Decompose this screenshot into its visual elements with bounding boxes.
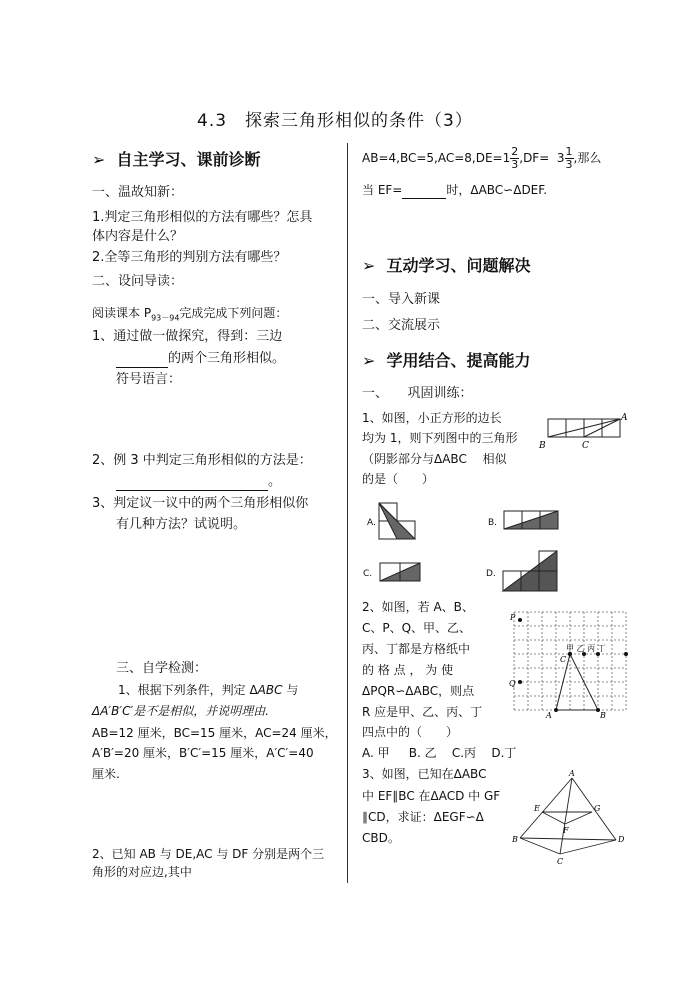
arrow-bullet-icon: ➢ xyxy=(362,256,376,275)
label-a: A xyxy=(621,413,628,423)
arrow-bullet-icon: ➢ xyxy=(92,150,106,169)
import-new-lesson: 一、导入新课 xyxy=(362,292,441,307)
label-g: G xyxy=(594,804,601,813)
label-a: A xyxy=(569,769,575,778)
question-1-line-1: 1.判定三角形相似的方法有哪些？怎具 xyxy=(92,210,313,225)
label-c: C xyxy=(582,441,589,451)
choice-d: D.丁 xyxy=(491,746,517,760)
label-jia-yi-bing-ding: 甲 乙 丙 丁 xyxy=(566,644,606,653)
practice-2-choices xyxy=(362,744,516,762)
label-c: C xyxy=(557,857,564,866)
dotted-grid-figure xyxy=(508,606,632,718)
self-test-1-line-4: A′B′=20 厘米，B′C′=15 厘米，A′C′=40 xyxy=(92,746,314,760)
practice-2-line-1: 2、如图，若 A、B、 xyxy=(362,600,474,614)
label-p: P xyxy=(510,613,516,622)
section-heading-self-study: ➢ 自主学习、课前诊断 xyxy=(92,150,261,169)
guide-2-line-1: 2、例 3 中判定三角形相似的方法是： xyxy=(92,453,312,468)
label-b: B xyxy=(600,711,606,720)
practice-2-line-4: 的 格 点 ， 为 使 xyxy=(362,663,454,677)
triangle-egf-cbd-figure xyxy=(512,768,632,868)
self-test-1-line-2: ΔA′B′C′是不是相似，并说明理由. xyxy=(92,704,270,718)
practice-heading: 一、 巩固训练： xyxy=(362,386,473,401)
label-b: B xyxy=(539,441,546,451)
practice-1-line-2: 均为 1，则下列图中的三角形 xyxy=(362,431,518,445)
self-test-1-line-5: 厘米. xyxy=(92,767,120,781)
question-1-line-2: 体内容是什么？ xyxy=(92,229,184,244)
practice-2-line-7: 四点中的（ ） xyxy=(362,725,459,739)
self-test-2-line-2: 角形的对应边,其中 xyxy=(92,865,192,879)
guide-1-line-1: 1、通过做一做探究，得到：三边 xyxy=(92,329,283,344)
self-test-1-line-3: AB=12 厘米，BC=15 厘米，AC=24 厘米， xyxy=(92,726,337,740)
column-divider xyxy=(347,143,348,883)
option-c-label: C. xyxy=(363,569,373,579)
option-c-figure xyxy=(378,559,428,585)
practice-3-line-2: 中 EF∥BC 在ΔACD 中 GF xyxy=(362,789,501,803)
label-c: C xyxy=(560,655,567,664)
practice-3-line-4: CBD。 xyxy=(362,831,400,845)
answer-blank[interactable] xyxy=(116,353,168,368)
option-d-figure xyxy=(501,549,571,595)
question-2: 2.全等三角形的判别方法有哪些？ xyxy=(92,250,287,265)
practice-1-line-1: 1、如图，小正方形的边长 xyxy=(362,411,502,425)
guide-2-line-2: 。 xyxy=(116,472,281,491)
page-title: 4.3 探索三角形相似的条件（3） xyxy=(197,111,473,131)
option-b-label: B. xyxy=(488,518,498,528)
section-heading-apply: ➢ 学用结合、提高能力 xyxy=(362,351,531,370)
exchange-display: 二、交流展示 xyxy=(362,318,441,333)
guide-3-line-1: 3、判定议一议中的两个三角形相似你 xyxy=(92,496,309,511)
practice-2-line-2: C、P、Q、甲、乙、 xyxy=(362,621,472,635)
label-b: B xyxy=(512,835,518,844)
continuation-line-1: AB=4,BC=5,AC=8,DE=1 $\frac{2}{3}$ ,DF= 3 $\frac{1}{3}$ ,那么 xyxy=(362,145,602,171)
practice-3-line-3: ∥CD，求证：ΔEGF∽Δ xyxy=(362,810,484,824)
option-d-label: D. xyxy=(486,569,496,579)
self-test-1-line-1: 1、根据下列条件，判定 ΔABC 与 xyxy=(118,683,299,697)
answer-blank[interactable] xyxy=(116,476,268,491)
guide-1-symbol: 符号语言： xyxy=(116,372,182,387)
fraction-two-thirds: $\frac{2}{3}$ xyxy=(511,145,519,171)
reading-instruction: 阅读课本 $P_{93-94}$完成完成下列问题： xyxy=(92,306,288,323)
practice-2-line-6: R 应是甲、乙、丙、丁 xyxy=(362,705,483,719)
practice-2-line-5: ΔPQR∽ΔABC，则点 xyxy=(362,684,475,698)
label-e: E xyxy=(534,804,540,813)
self-test-2-line-1: 2、已知 AB 与 DE,AC 与 DF 分别是两个三 xyxy=(92,847,325,861)
practice-1-line-4: 的是（ ） xyxy=(362,472,435,486)
self-test-heading: 三、自学检测： xyxy=(116,661,208,676)
choice-a: A. 甲 xyxy=(362,746,390,760)
option-a-label: A. xyxy=(367,518,376,528)
label-d: D xyxy=(618,835,625,844)
answer-blank[interactable] xyxy=(402,184,446,199)
label-a: A xyxy=(546,711,552,720)
guide-3-line-2: 有几种方法？试说明。 xyxy=(116,517,247,532)
label-q: Q xyxy=(509,679,516,688)
option-a-figure xyxy=(377,501,419,541)
label-f: F xyxy=(563,826,569,835)
arrow-bullet-icon: ➢ xyxy=(362,351,376,370)
choice-c: C.丙 xyxy=(451,746,477,760)
choice-b: B. 乙 xyxy=(408,746,437,760)
review-heading: 一、温故知新： xyxy=(92,185,184,200)
section-heading-interactive: ➢ 互动学习、问题解决 xyxy=(362,256,531,275)
option-b-figure xyxy=(502,509,568,533)
fraction-one-third: $\frac{1}{3}$ xyxy=(565,145,573,171)
triangle-abc-grid-figure xyxy=(540,411,628,459)
guide-heading: 二、设问导读： xyxy=(92,274,184,289)
guide-1-line-2: 的两个三角形相似。 xyxy=(116,349,285,368)
practice-1-line-3: （阴影部分与ΔABC 相似 xyxy=(362,452,507,466)
practice-3-line-1: 3、如图，已知在ΔABC xyxy=(362,767,487,781)
practice-2-line-3: 丙、丁都是方格纸中 xyxy=(362,642,471,656)
continuation-line-2: 当 EF= 时，ΔABC∽ΔDEF. xyxy=(362,183,548,197)
